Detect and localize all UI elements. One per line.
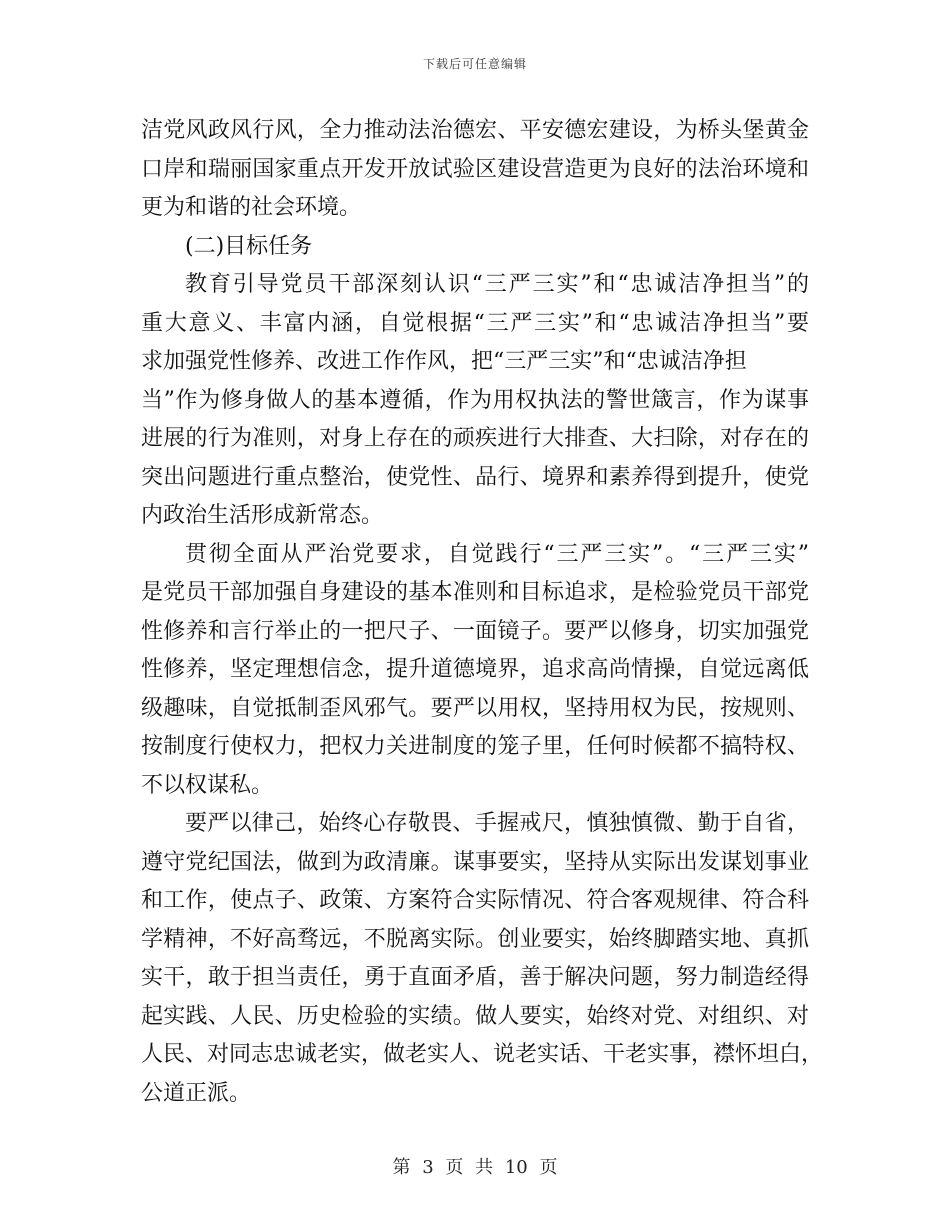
text-line: 教育引导党员干部深刻认识“三严三实”和“忠诚洁净担当”的 — [185, 272, 809, 297]
text-line: 性修养和言行举止的一把尺子、一面镜子。要严以修身，切实加强党 — [141, 618, 809, 644]
text-line: 口岸和瑞丽国家重点开发开放试验区建设营造更为良好的法治环境和 — [141, 156, 809, 182]
text-line: 是党员干部加强自身建设的基本准则和目标追求，是检验党员干部党 — [141, 580, 809, 605]
document-body — [141, 112, 824, 1113]
text-line: 要严以律己，始终心存敬畏、手握戒尺，慎独慎微、勤于自省， — [185, 811, 809, 836]
text-line: 洁党风政风行风，全力推动法治德宏、平安德宏建设，为桥头堡黄金 — [141, 118, 809, 143]
text-line: 人民、对同志忠诚老实，做老实人、说老实话、干老实事，襟怀坦白， — [141, 1042, 824, 1067]
text-line: 公道正派。 — [141, 1080, 252, 1106]
text-line: (二)目标任务 — [185, 233, 313, 259]
text-line: 性修养，坚定理想信念，提升道德境界，追求高尚情操，自觉远离低 — [141, 657, 809, 682]
text-line: 和工作，使点子、政策、方案符合实际情况、符合客观规律、符合科 — [141, 888, 809, 913]
text-line: 重大意义、丰富内涵，自觉根据“三严三实”和“忠诚洁净担当”要 — [141, 310, 809, 336]
page-footer: 第 3 页 共 10 页 — [392, 1157, 558, 1178]
text-line: 起实践、人民、历史检验的实绩。做人要实，始终对党、对组织、对 — [141, 1003, 809, 1029]
text-line: 遵守党纪国法，做到为政清廉。谋事要实，坚持从实际出发谋划事业 — [141, 849, 809, 875]
text-line: 当”作为修身做人的基本遵循，作为用权执法的警世箴言，作为谋事 — [141, 387, 809, 413]
text-line: 实干，敢于担当责任，勇于直面矛盾，善于解决问题，努力制造经得 — [141, 965, 809, 990]
header-note: 下载后可任意编辑 — [422, 57, 527, 71]
text-line: 突出问题进行重点整治，使党性、品行、境界和素养得到提升，使党 — [141, 464, 809, 490]
text-line: 学精神，不好高骛远，不脱离实际。创业要实，始终脚踏实地、真抓 — [141, 926, 809, 952]
text-line: 进展的行为准则，对身上存在的顽疾进行大排查、大扫除，对存在的 — [141, 426, 809, 451]
text-line: 更为和谐的社会环境。 — [141, 195, 362, 220]
text-line: 级趣味，自觉抵制歪风邪气。要严以用权，坚持用权为民，按规则、 — [141, 695, 809, 721]
text-line: 不以权谋私。 — [141, 772, 274, 798]
text-line: 求加强党性修养、改进工作作风，把“三严三实”和“忠诚洁净担 — [141, 349, 747, 374]
text-line: 按制度行使权力，把权力关进制度的笼子里，任何时候都不搞特权、 — [141, 734, 809, 759]
text-line: 贯彻全面从严治党要求，自觉践行“三严三实”。“三严三实” — [185, 541, 809, 567]
text-line: 内政治生活形成新常态。 — [141, 503, 384, 528]
